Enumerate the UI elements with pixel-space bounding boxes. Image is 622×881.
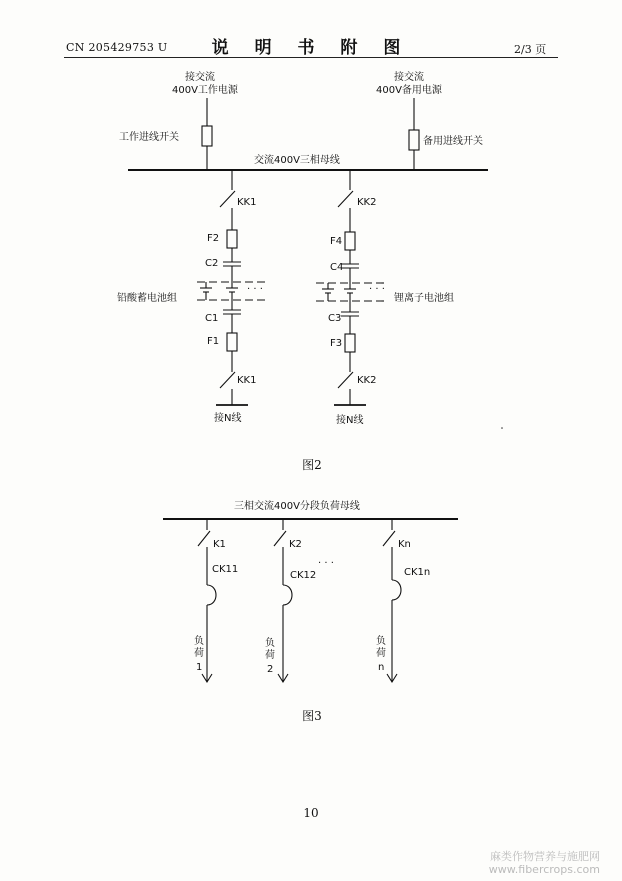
right-kk-top: KK2 [357, 197, 377, 208]
right-ground-label: 接N线 [336, 415, 364, 426]
page-number: 10 [303, 806, 319, 820]
work-source-voltage: 400V工作电源 [172, 85, 238, 96]
branch-2-switch: K2 [289, 539, 302, 550]
left-cap-top: C2 [205, 258, 219, 269]
branch-2-breaker: CK12 [290, 570, 317, 581]
segment-bus-label: 三相交流400V分段负荷母线 [234, 501, 360, 512]
branch-1-switch: K1 [213, 539, 226, 550]
backup-source-label: 接交流 [394, 72, 424, 83]
page-indicator: 2/3 页 [514, 43, 547, 56]
figure-2-caption: 图2 [302, 458, 322, 472]
right-cap-bottom: C3 [328, 313, 342, 324]
left-fuse-bottom: F1 [207, 336, 220, 347]
page-title: 说 明 书 附 图 [211, 38, 411, 58]
branch-1-load-char-1: 负 [194, 636, 204, 647]
stray-mark [501, 427, 503, 429]
backup-switch-label: 备用进线开关 [423, 136, 483, 147]
left-cap-bottom: C1 [205, 313, 219, 324]
branch-dots: · · · [318, 558, 334, 569]
branch-1-load-char-2: 荷 [194, 648, 204, 659]
left-battery-label: 铅酸蓄电池组 [117, 293, 177, 304]
branch-n-load-number: n [378, 662, 385, 673]
right-fuse-bottom: F3 [330, 338, 343, 349]
right-cap-top: C4 [330, 262, 344, 273]
work-source-label: 接交流 [185, 72, 215, 83]
watermark [489, 850, 600, 876]
left-kk-bottom: KK1 [237, 375, 257, 386]
right-fuse-top: F4 [330, 236, 343, 247]
branch-2-load-number: 2 [267, 664, 274, 675]
left-battery-ellipsis: · · · [247, 284, 263, 295]
branch-n-load-char-1: 负 [376, 636, 386, 647]
watermark-line-2: www.fibercrops.com [488, 863, 600, 876]
branch-n-load-char-2: 荷 [376, 648, 386, 659]
left-fuse-top: F2 [207, 233, 220, 244]
branch-n-breaker: CK1n [404, 567, 431, 578]
branch-2-load-char-1: 负 [265, 638, 275, 649]
right-battery-ellipsis: · · · [369, 284, 385, 295]
right-battery-label: 锂离子电池组 [394, 293, 454, 304]
left-kk-top: KK1 [237, 197, 257, 208]
watermark-line-1: 麻类作物营养与施肥网 [490, 850, 600, 863]
main-bus-label: 交流400V三相母线 [254, 155, 340, 166]
branch-1-load-number: 1 [196, 662, 203, 673]
work-switch-label: 工作进线开关 [119, 132, 179, 143]
figure-3-caption: 图3 [302, 709, 322, 723]
branch-2-load-char-2: 荷 [265, 650, 275, 661]
backup-source-voltage: 400V备用电源 [376, 85, 442, 96]
branch-1-breaker: CK11 [212, 564, 239, 575]
left-ground-label: 接N线 [214, 413, 242, 424]
patent-number: CN 205429753 U [66, 41, 168, 54]
branch-n-switch: Kn [398, 539, 411, 550]
right-kk-bottom: KK2 [357, 375, 377, 386]
